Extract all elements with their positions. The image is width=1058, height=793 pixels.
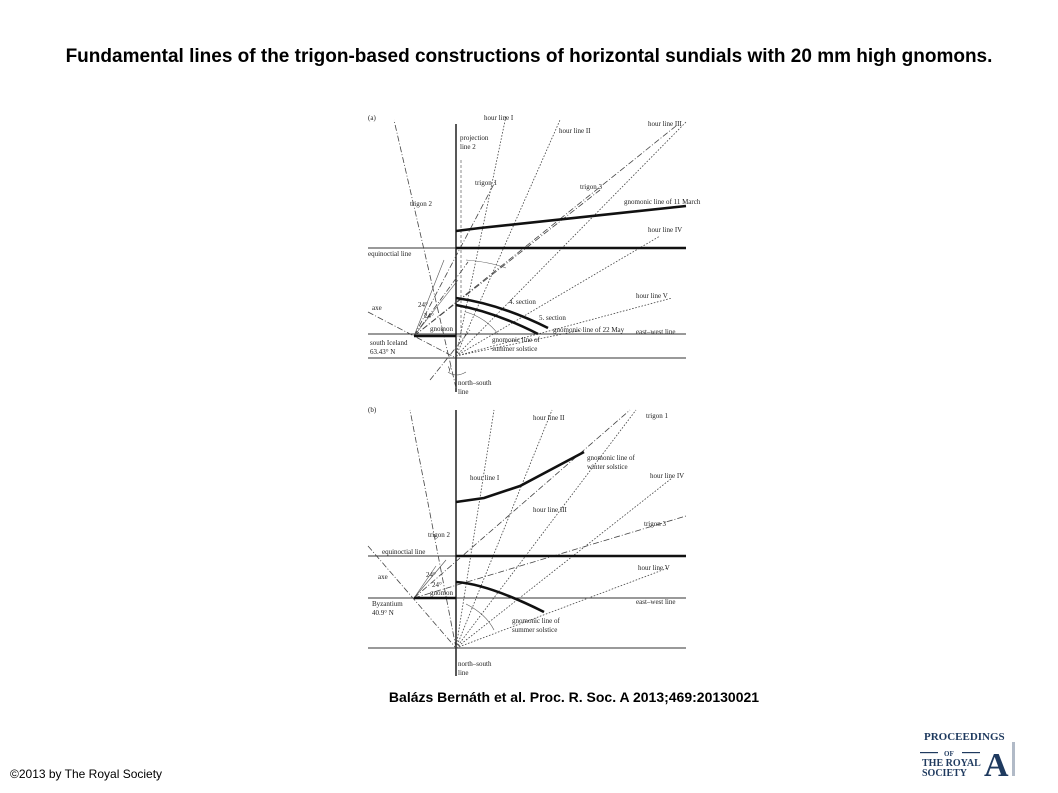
label-gnomonic-solstice-1: gnomonic line of	[492, 336, 540, 344]
label-b-angle-24a: 24°	[426, 571, 436, 579]
gnomonic-line-summer-b	[456, 582, 544, 612]
hour-line-2-b	[456, 410, 552, 648]
label-trigon-2: trigon 2	[410, 200, 432, 208]
hour-line-3	[456, 122, 686, 356]
label-b-latitude: 40.9° N	[372, 609, 394, 617]
label-projection: projection	[460, 134, 489, 142]
hour-line-3-b	[456, 410, 636, 648]
hour-line-5-b	[456, 568, 668, 648]
panel-a	[368, 114, 701, 396]
arc-3	[448, 372, 466, 375]
logo-line-3: THE ROYAL	[922, 758, 981, 769]
label-b-hour-line-2: hour line II	[533, 414, 565, 422]
label-section-5: 5. section	[539, 314, 566, 322]
label-gnomonic-may: gnomonic line of 22 May	[553, 326, 625, 334]
label-b-location: Byzantium	[372, 600, 403, 608]
label-latitude: 63.43° N	[370, 348, 396, 356]
label-hour-line-5: hour line V	[636, 292, 668, 300]
label-hour-line-4: hour line IV	[648, 226, 683, 234]
label-b-trigon-2: trigon 2	[428, 531, 450, 539]
logo-line-2: OF	[944, 750, 954, 758]
trigon-2-b	[410, 410, 456, 648]
label-hour-line-3: hour line III	[648, 120, 682, 128]
label-b-hour-line-4: hour line IV	[650, 472, 685, 480]
label-gnomonic-march: gnomonic line of 11 March	[624, 198, 701, 206]
label-axe: axe	[372, 304, 382, 312]
label-b-hour-line-1: hour line I	[470, 474, 500, 482]
arc-1-b	[466, 604, 494, 630]
panel-b-label: (b)	[368, 406, 377, 414]
label-hour-line-1: hour line I	[484, 114, 514, 122]
trigon-long	[414, 126, 676, 336]
logo-line-4: SOCIETY	[922, 768, 968, 778]
label-b-gnomonic-solstice-1: gnomonic line of	[512, 617, 560, 625]
hour-line-1-b	[456, 410, 494, 648]
hour-line-4-b	[456, 478, 672, 648]
label-b-axe: axe	[378, 573, 388, 581]
label-b-hour-line-3: hour line III	[533, 506, 567, 514]
label-north-south-1: north–south	[458, 379, 492, 387]
hour-line-4	[456, 236, 660, 356]
hour-line-1	[456, 116, 506, 356]
label-b-gnomon: gnomon	[430, 589, 453, 597]
label-hour-line-2: hour line II	[559, 127, 591, 135]
label-gamma: γ	[448, 364, 452, 372]
label-b-east-west: east–west line	[636, 598, 676, 606]
label-section-4: 4. section	[509, 298, 536, 306]
label-b-angle-24b: 24°	[432, 581, 442, 589]
label-location: south Iceland	[370, 339, 408, 347]
label-east-west: east–west line	[636, 328, 676, 336]
label-angle-24b: 24°	[424, 312, 434, 320]
label-angle-24a: 24°	[418, 301, 428, 309]
label-b-gnomonic-winter-1: gnomonic line of	[587, 454, 635, 462]
logo-letter: A	[984, 747, 1009, 778]
label-b-north-south-1: north–south	[458, 660, 492, 668]
trigon-1-b	[414, 410, 630, 598]
proceedings-logo	[920, 728, 1022, 778]
figure-title: Fundamental lines of the trigon-based constructions of horizontal sundials with 20 mm high gnomons.	[65, 46, 993, 67]
label-north-south-2: line	[458, 388, 469, 396]
gnomonic-line-solstice	[456, 305, 538, 334]
citation: Balázs Bernáth et al. Proc. R. Soc. A 2013;469:20130021	[388, 689, 760, 705]
label-equinoctial: equinoctial line	[368, 250, 412, 258]
label-trigon-3: trigon 3	[580, 183, 602, 191]
label-b-gnomonic-solstice-2: summer solstice	[512, 626, 558, 634]
panel-a-label: (a)	[368, 114, 376, 122]
label-gnomon: gnomon	[430, 325, 453, 333]
label-b-trigon-1: trigon 1	[646, 412, 668, 420]
panel-b	[368, 406, 686, 677]
label-b-equinoctial: equinoctial line	[382, 548, 426, 556]
label-b-north-south-2: line	[458, 669, 469, 677]
label-trigon-1: trigon 1	[475, 179, 497, 187]
label-b-trigon-3: trigon 3	[644, 520, 666, 528]
logo-graphic	[920, 728, 1022, 778]
copyright: ©2013 by The Royal Society	[10, 767, 163, 781]
label-gnomonic-solstice-2: summer solstice	[492, 345, 538, 353]
logo-line-1: PROCEEDINGS	[924, 731, 1005, 743]
label-b-hour-line-5: hour line V	[638, 564, 670, 572]
label-projection-2: line 2	[460, 143, 476, 151]
label-b-gnomonic-winter-2: winter solstice	[587, 463, 628, 471]
